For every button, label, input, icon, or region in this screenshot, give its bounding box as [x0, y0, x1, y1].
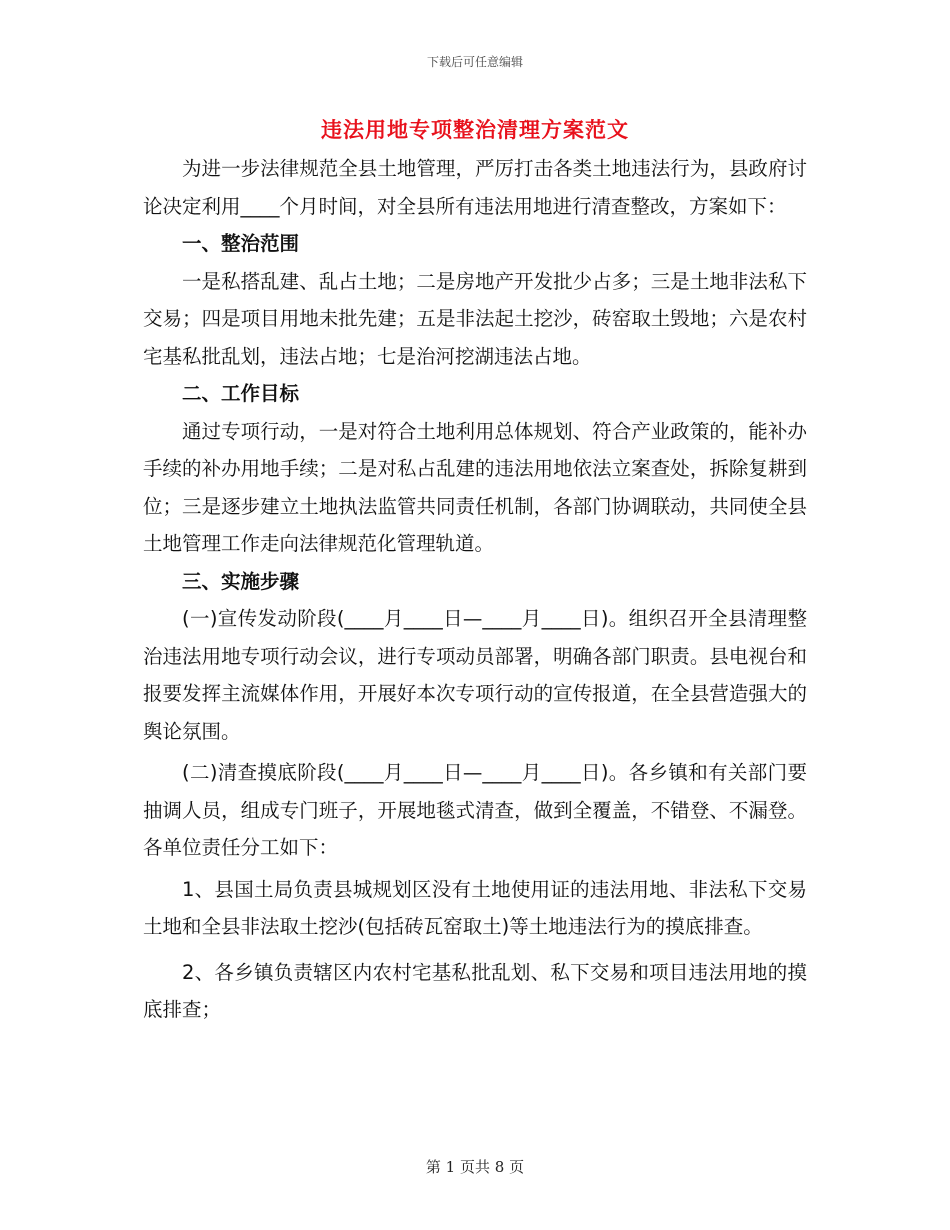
goals-paragraph: 通过专项行动，一是对符合土地利用总体规划、符合产业政策的，能补办手续的补办用地手续；二是对私占乱建的违法用地依法立案查处，拆除复耕到位；三是逐步建立土地执法监管共同责任机制，各部门协调联动，共同使全县土地管理工作走向法律规范化管理轨道。	[143, 419, 807, 555]
document-body	[143, 150, 807, 1029]
header-note: 下载后可任意编辑	[426, 55, 523, 69]
intro-paragraph: 为进一步法律规范全县土地管理，严厉打击各类土地违法行为，县政府讨论决定利用____个月时间，对全县所有违法用地进行清查整改，方案如下：	[143, 157, 807, 218]
section-heading-steps: 三、实施步骤	[182, 569, 300, 593]
page-number: 第 1 页共 8 页	[425, 1158, 525, 1176]
step-2-paragraph: (二)清查摸底阶段(____月____日—____月____日)。各乡镇和有关部门要抽调人员，组成专门班子，开展地毯式清查，做到全覆盖，不错登、不漏登。各单位责任分工如下：	[143, 761, 807, 859]
scope-paragraph: 一是私搭乱建、乱占土地；二是房地产开发批少占多；三是土地非法私下交易；四是项目用地未批先建；五是非法起土挖沙，砖窑取土毁地；六是农村宅基私批乱划，违法占地；七是治河挖湖违法占地。	[143, 269, 807, 368]
section-heading-goals: 二、工作目标	[182, 382, 300, 405]
document-title: 违法用地专项整治清理方案范文	[321, 118, 629, 142]
section-heading-scope: 一、整治范围	[182, 232, 300, 255]
duty-2-paragraph: 2、各乡镇负责辖区内农村宅基私批乱划、私下交易和项目违法用地的摸底排查；	[143, 960, 807, 1021]
duty-1-paragraph: 1、县国土局负责县城规划区没有土地使用证的违法用地、非法私下交易土地和全县非法取土挖沙(包括砖瓦窑取土)等土地违法行为的摸底排查。	[143, 877, 807, 938]
step-1-paragraph: (一)宣传发动阶段(____月____日—____月____日)。组织召开全县清理整治违法用地专项行动会议，进行专项动员部署，明确各部门职责。县电视台和报要发挥主流媒体作用，开展好本次专项行动的宣传报道，在全县营造强大的舆论氛围。	[143, 607, 807, 743]
